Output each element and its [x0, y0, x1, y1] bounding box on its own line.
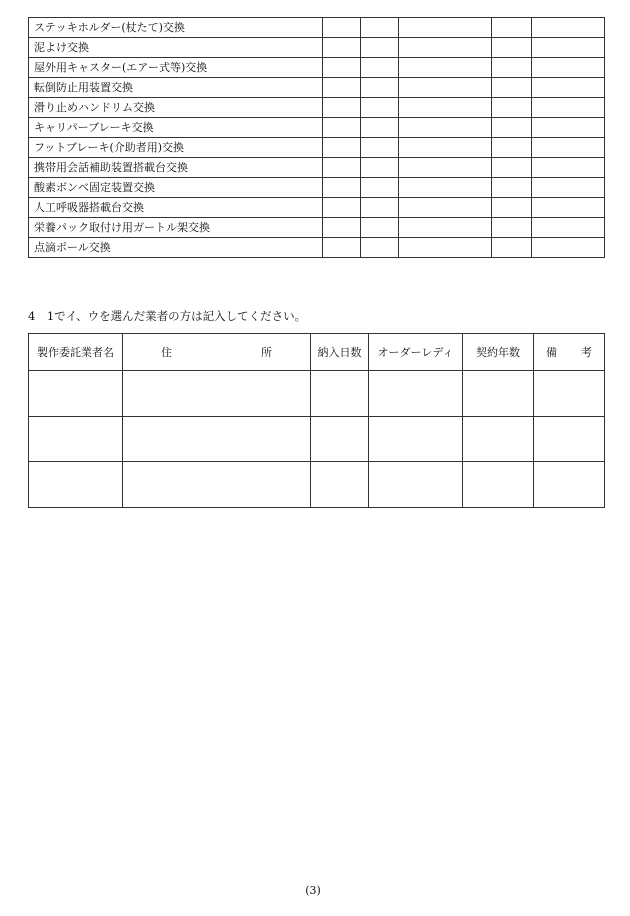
parts-entry-cell[interactable] [492, 18, 532, 38]
parts-entry-cell[interactable] [361, 98, 399, 118]
parts-item-label: 屋外用キャスター(エアー式等)交換 [29, 58, 323, 78]
parts-entry-cell[interactable] [399, 238, 492, 258]
parts-entry-cell[interactable] [532, 238, 605, 258]
header-address-char-2: 所 [261, 346, 272, 359]
parts-entry-cell[interactable] [532, 98, 605, 118]
parts-table-row [29, 98, 605, 118]
parts-table-row [29, 58, 605, 78]
parts-table-body [29, 18, 605, 258]
parts-entry-cell[interactable] [399, 138, 492, 158]
address-cell[interactable] [123, 371, 311, 417]
parts-item-label: 泥よけ交換 [29, 38, 323, 58]
parts-table-row [29, 38, 605, 58]
company-name-cell[interactable] [29, 416, 123, 462]
parts-entry-cell[interactable] [399, 118, 492, 138]
header-remarks-char-1: 備 [546, 346, 557, 359]
parts-entry-cell[interactable] [323, 138, 361, 158]
parts-item-label: 人工呼吸器搭載台交換 [29, 198, 323, 218]
parts-entry-cell[interactable] [532, 138, 605, 158]
parts-entry-cell[interactable] [399, 218, 492, 238]
parts-table-row [29, 198, 605, 218]
parts-table-row [29, 178, 605, 198]
delivery-days-cell[interactable] [311, 371, 369, 417]
parts-entry-cell[interactable] [323, 118, 361, 138]
header-delivery-days: 納入日数 [311, 334, 369, 371]
header-contract-years: 契約年数 [463, 334, 534, 371]
parts-table-row [29, 238, 605, 258]
vendor-info-table [28, 333, 605, 508]
parts-entry-cell[interactable] [361, 158, 399, 178]
parts-table-row [29, 18, 605, 38]
address-cell[interactable] [123, 462, 311, 508]
header-order-ready: オーダーレディ [369, 334, 463, 371]
parts-entry-cell[interactable] [323, 98, 361, 118]
delivery-days-cell[interactable] [311, 462, 369, 508]
parts-entry-cell[interactable] [492, 138, 532, 158]
vendor-table-header-row [29, 334, 605, 371]
parts-entry-cell[interactable] [399, 18, 492, 38]
page-number: (3) [305, 884, 321, 897]
address-cell[interactable] [123, 416, 311, 462]
company-name-cell[interactable] [29, 462, 123, 508]
parts-item-label: フットブレーキ(介助者用)交換 [29, 138, 323, 158]
parts-entry-cell[interactable] [492, 38, 532, 58]
parts-entry-cell[interactable] [323, 78, 361, 98]
remarks-cell[interactable] [534, 371, 605, 417]
parts-entry-cell[interactable] [532, 38, 605, 58]
parts-entry-cell[interactable] [361, 238, 399, 258]
parts-entry-cell[interactable] [532, 178, 605, 198]
remarks-cell[interactable] [534, 416, 605, 462]
header-remarks-char-2: 考 [581, 346, 592, 359]
vendor-table-body [29, 371, 605, 508]
header-address [123, 334, 311, 371]
parts-table-row [29, 158, 605, 178]
parts-item-label: 滑り止めハンドリム交換 [29, 98, 323, 118]
parts-entry-cell[interactable] [399, 38, 492, 58]
parts-entry-cell[interactable] [323, 238, 361, 258]
parts-entry-cell[interactable] [492, 78, 532, 98]
parts-entry-cell[interactable] [532, 198, 605, 218]
parts-entry-cell[interactable] [323, 158, 361, 178]
parts-item-label: ステッキホルダー(杖たて)交換 [29, 18, 323, 38]
parts-entry-cell[interactable] [492, 238, 532, 258]
parts-entry-cell[interactable] [361, 38, 399, 58]
parts-entry-cell[interactable] [492, 178, 532, 198]
parts-item-label: 転倒防止用装置交換 [29, 78, 323, 98]
parts-entry-cell[interactable] [492, 198, 532, 218]
contract-years-cell[interactable] [463, 462, 534, 508]
parts-entry-cell[interactable] [361, 18, 399, 38]
parts-item-label: 携帯用会話補助装置搭載台交換 [29, 158, 323, 178]
parts-item-label: 酸素ボンベ固定装置交換 [29, 178, 323, 198]
parts-entry-cell[interactable] [532, 18, 605, 38]
parts-entry-cell[interactable] [323, 18, 361, 38]
parts-entry-cell[interactable] [323, 218, 361, 238]
parts-entry-cell[interactable] [361, 138, 399, 158]
parts-entry-cell[interactable] [361, 178, 399, 198]
delivery-days-cell[interactable] [311, 416, 369, 462]
parts-entry-cell[interactable] [492, 58, 532, 78]
remarks-cell[interactable] [534, 462, 605, 508]
parts-entry-cell[interactable] [399, 198, 492, 218]
order-ready-cell[interactable] [369, 371, 463, 417]
parts-entry-cell[interactable] [532, 218, 605, 238]
parts-entry-cell[interactable] [532, 118, 605, 138]
parts-entry-cell[interactable] [492, 98, 532, 118]
parts-entry-cell[interactable] [399, 178, 492, 198]
section-4-heading: 4 1でイ、ウを選んだ業者の方は記入してください。 [28, 309, 307, 323]
contract-years-cell[interactable] [463, 371, 534, 417]
parts-item-label: 点滴ポール交換 [29, 238, 323, 258]
vendor-table-row [29, 371, 605, 417]
parts-entry-cell[interactable] [361, 118, 399, 138]
parts-entry-cell[interactable] [532, 78, 605, 98]
header-address-char-1: 住 [161, 346, 172, 359]
header-company-name: 製作委託業者名 [29, 334, 123, 371]
parts-entry-cell[interactable] [361, 218, 399, 238]
parts-entry-cell[interactable] [361, 78, 399, 98]
parts-entry-cell[interactable] [492, 118, 532, 138]
parts-entry-cell[interactable] [323, 198, 361, 218]
parts-item-label: 栄養パック取付け用ガートル架交換 [29, 218, 323, 238]
parts-entry-cell[interactable] [492, 218, 532, 238]
parts-entry-cell[interactable] [399, 98, 492, 118]
parts-table-row [29, 218, 605, 238]
parts-entry-cell[interactable] [532, 158, 605, 178]
parts-table-row [29, 118, 605, 138]
order-ready-cell[interactable] [369, 416, 463, 462]
parts-entry-cell[interactable] [323, 178, 361, 198]
parts-entry-cell[interactable] [361, 58, 399, 78]
contract-years-cell[interactable] [463, 416, 534, 462]
order-ready-cell[interactable] [369, 462, 463, 508]
parts-table-row [29, 138, 605, 158]
parts-replacement-table [28, 17, 605, 258]
parts-entry-cell[interactable] [399, 58, 492, 78]
parts-entry-cell[interactable] [323, 58, 361, 78]
parts-entry-cell[interactable] [399, 158, 492, 178]
parts-table-row [29, 78, 605, 98]
parts-entry-cell[interactable] [492, 158, 532, 178]
vendor-table-row [29, 416, 605, 462]
parts-entry-cell[interactable] [323, 38, 361, 58]
parts-entry-cell[interactable] [361, 198, 399, 218]
vendor-table-row [29, 462, 605, 508]
parts-entry-cell[interactable] [399, 78, 492, 98]
company-name-cell[interactable] [29, 371, 123, 417]
header-remarks [534, 334, 605, 371]
parts-entry-cell[interactable] [532, 58, 605, 78]
parts-item-label: キャリパーブレーキ交換 [29, 118, 323, 138]
